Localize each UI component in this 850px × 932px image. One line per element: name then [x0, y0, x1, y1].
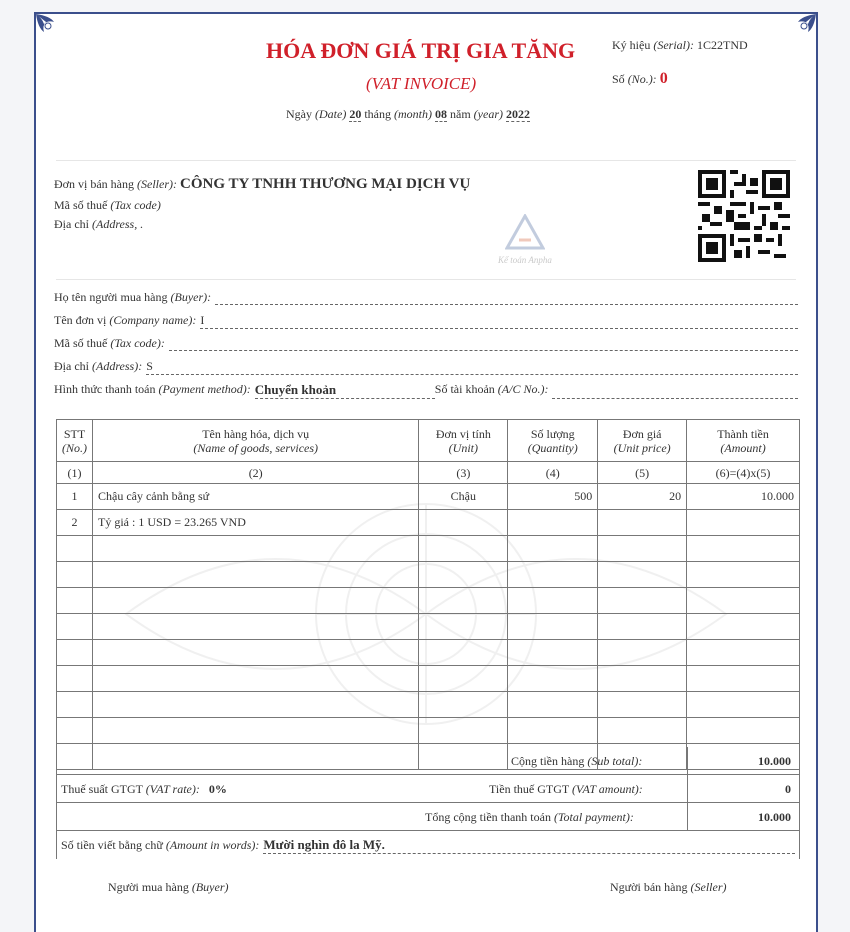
seller-address-line: Địa chỉ (Address, .: [54, 217, 144, 231]
vat-amount-value: 0: [785, 782, 791, 796]
items-table: [56, 419, 800, 770]
table-row-empty: [57, 588, 800, 614]
invoice-no-value: 0: [659, 70, 668, 87]
table-row-empty: [57, 640, 800, 666]
payment-line: Hình thức thanh toán (Payment method): Chuyển khoản Số tài khoản (A/C No.):: [54, 382, 798, 399]
column-header: Đơn giá (Unit price): [598, 420, 687, 462]
corner-ornament-icon: [784, 12, 818, 46]
table-row-empty: [57, 692, 800, 718]
invoice-date: Ngày (Date) 20 tháng (month) 08 năm (year) 2022: [286, 107, 530, 121]
corner-ornament-icon: [34, 12, 68, 46]
buyer-tax-line: Mã số thuế (Tax code):: [54, 336, 798, 351]
invoice-page: [34, 12, 818, 932]
watermark-text: Kế toán Anpha: [498, 255, 552, 265]
buyer-company-line: Tên đơn vị (Company name): I: [54, 313, 798, 329]
buyer-name-line: Họ tên người mua hàng (Buyer):: [54, 290, 798, 305]
qr-code: [698, 170, 790, 262]
table-row-empty: [57, 666, 800, 692]
amount-in-words-row: Số tiền viết bằng chữ (Amount in words): Mười nghìn đô la Mỹ.: [56, 831, 800, 859]
column-header: Đơn vị tính (Unit): [419, 420, 508, 462]
column-number-row: (1) (2) (3) (4) (5) (6)=(4)x(5): [57, 462, 800, 484]
divider: [56, 279, 796, 280]
seller-tax-line: Mã số thuế (Tax code): [54, 198, 161, 212]
subtotal-value: 10.000: [758, 754, 791, 768]
buyer-company-value: I: [200, 313, 798, 329]
vat-rate-value: 0%: [208, 782, 227, 796]
table-row: 2 Tỷ giá : 1 USD = 23.265 VND: [57, 510, 800, 536]
table-row-empty: [57, 536, 800, 562]
total-payment-value: 10.000: [758, 810, 791, 824]
table-row-empty: [57, 562, 800, 588]
serial-value: 1C22TND: [696, 38, 748, 52]
seller-name-line: Đơn vị bán hàng (Seller): CÔNG TY TNHH THƯƠNG MẠI DỊCH VỤ: [54, 176, 471, 192]
column-header: Tên hàng hóa, dịch vụ (Name of goods, services): [93, 420, 419, 462]
table-header-row: [57, 420, 800, 462]
invoice-subtitle: (VAT INVOICE): [366, 74, 477, 93]
table-row: 1 Chậu cây cảnh bằng sứ Chậu 500 20 10.000: [57, 484, 800, 510]
logo-icon: [505, 214, 545, 250]
watermark-logo: [498, 214, 552, 265]
column-header: Số lượng (Quantity): [508, 420, 598, 462]
buyer-signature-label: Người mua hàng (Buyer): [108, 880, 229, 894]
column-header: Thành tiền (Amount): [687, 420, 800, 462]
invoice-title: HÓA ĐƠN GIÁ TRỊ GIA TĂNG: [266, 38, 576, 63]
column-header: STT (No.): [57, 420, 93, 462]
divider: [56, 160, 796, 161]
seller-signature-label: Người bán hàng (Seller): [610, 880, 727, 894]
amount-in-words-value: Mười nghìn đô la Mỹ.: [263, 837, 795, 854]
table-row-empty: [57, 718, 800, 744]
buyer-address-value: S: [146, 359, 798, 375]
table-row-empty: [57, 614, 800, 640]
total-payment-row: Tổng cộng tiền thanh toán (Total payment): 10.000: [56, 803, 800, 831]
seller-name-value: CÔNG TY TNHH THƯƠNG MẠI DỊCH VỤ: [179, 176, 471, 192]
buyer-address-line: Địa chỉ (Address): S: [54, 359, 798, 375]
vat-row: Thuế suất GTGT (VAT rate): 0% Tiền thuế GTGT (VAT amount): 0: [56, 775, 800, 803]
subtotal-row: Cộng tiền hàng (Sub total): 10.000: [56, 747, 800, 775]
serial-line: Ký hiệu (Serial): 1C22TND: [612, 38, 748, 52]
invoice-no-line: Số (No.): 0: [612, 70, 668, 87]
payment-method-value: Chuyển khoản: [255, 382, 435, 399]
